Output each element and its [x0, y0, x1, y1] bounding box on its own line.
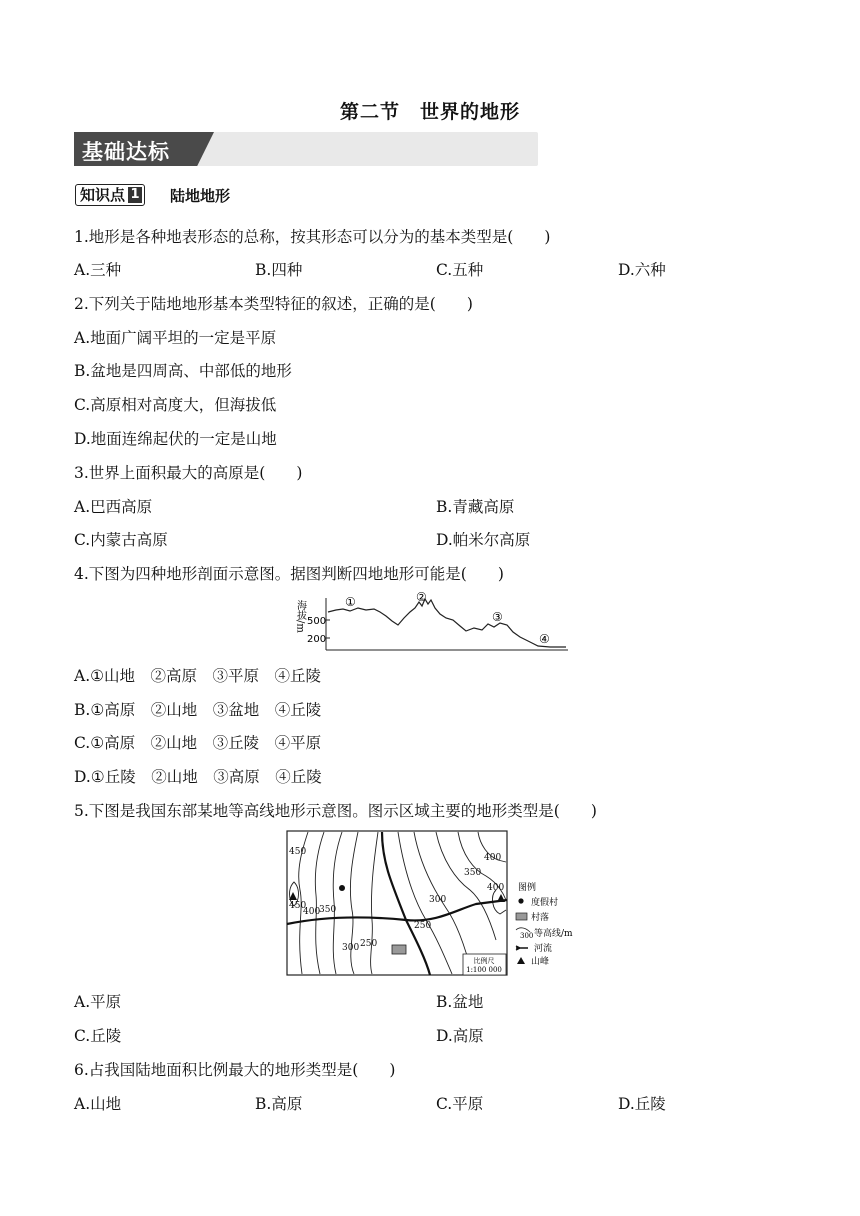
legend-item-river: 河流	[534, 944, 553, 954]
knowledge-point-title: 陆地地形	[170, 187, 231, 205]
page-title: 第二节 世界的地形	[339, 101, 520, 123]
contour-label: 300	[429, 895, 447, 905]
map-legend	[516, 881, 573, 967]
scale-box	[463, 954, 506, 975]
knowledge-point-number: 1	[128, 187, 142, 203]
question-4-option-d[interactable]: D.①丘陵 ②山地 ③高原 ④丘陵	[74, 768, 322, 786]
question-1-option-d[interactable]: D.六种	[618, 261, 666, 279]
terrain-profile-figure	[288, 590, 573, 656]
legend-resort-symbol	[518, 898, 523, 903]
contour-label: 400	[484, 853, 502, 863]
question-3-option-a[interactable]: A.巴西高原	[74, 498, 153, 516]
question-5-option-c[interactable]: C.丘陵	[74, 1027, 122, 1045]
legend-river-symbol	[516, 946, 528, 950]
question-5-option-d[interactable]: D.高原	[436, 1027, 484, 1045]
question-2-option-b[interactable]: B.盆地是四周高、中部低的地形	[74, 362, 292, 380]
question-1-option-b[interactable]: B.四种	[255, 261, 303, 279]
legend-item-contour: 等高线/m	[534, 929, 573, 939]
legend-title: 图例	[518, 883, 537, 893]
question-6-option-a[interactable]: A.山地	[74, 1095, 122, 1113]
contour-label: 250	[360, 939, 378, 949]
question-5-option-b[interactable]: B.盆地	[436, 993, 484, 1011]
contour-label: 350	[319, 905, 337, 915]
profile-tick-label-200: 200	[307, 634, 327, 645]
question-3-option-c[interactable]: C.内蒙古高原	[74, 531, 168, 549]
question-5-stem: 5.下图是我国东部某地等高线地形示意图。图示区域主要的地形类型是( )	[74, 802, 597, 820]
question-6-option-b[interactable]: B.高原	[255, 1095, 303, 1113]
contour-label: 350	[464, 868, 482, 878]
question-6-stem: 6.占我国陆地面积比例最大的地形类型是( )	[74, 1061, 396, 1079]
profile-y-axis-label: 海拔/m	[294, 600, 306, 633]
contour-label: 400	[303, 907, 321, 917]
contour-label: 450	[289, 847, 307, 857]
legend-item-resort: 度假村	[531, 898, 559, 908]
legend-peak-symbol	[517, 957, 525, 964]
question-2-option-d[interactable]: D.地面连绵起伏的一定是山地	[74, 430, 277, 448]
question-4-option-a[interactable]: A.①山地 ②高原 ③平原 ④丘陵	[74, 667, 322, 685]
question-6-option-c[interactable]: C.平原	[436, 1095, 484, 1113]
village-symbol	[392, 945, 406, 954]
contour-label: 300	[342, 943, 360, 953]
knowledge-point-badge	[75, 184, 145, 206]
question-6-option-d[interactable]: D.丘陵	[618, 1095, 666, 1113]
contour-label: 400	[487, 883, 505, 893]
question-2-option-c[interactable]: C.高原相对高度大，但海拔低	[74, 396, 277, 414]
contour-map-figure	[286, 830, 584, 978]
resort-symbol	[339, 885, 345, 891]
question-2-stem: 2.下列关于陆地地形基本类型特征的叙述，正确的是( )	[74, 295, 473, 313]
question-5-option-a[interactable]: A.平原	[74, 993, 122, 1011]
scale-label: 比例尺	[473, 957, 495, 965]
question-4-stem: 4.下图为四种地形剖面示意图。据图判断四地地形可能是( )	[74, 565, 504, 583]
profile-tick-label-500: 500	[307, 616, 327, 627]
profile-marker-4: ④	[539, 632, 550, 646]
question-3-option-d[interactable]: D.帕米尔高原	[436, 531, 531, 549]
scale-value: 1:100 000	[466, 966, 502, 974]
question-1-option-c[interactable]: C.五种	[436, 261, 484, 279]
section-banner-title: 基础达标	[82, 140, 170, 164]
legend-item-peak: 山峰	[531, 957, 550, 967]
question-2-option-a[interactable]: A.地面广阔平坦的一定是平原	[74, 329, 277, 347]
question-4-option-c[interactable]: C.①高原 ②山地 ③丘陵 ④平原	[74, 734, 322, 752]
profile-marker-3: ③	[492, 610, 503, 624]
question-1-option-a[interactable]: A.三种	[74, 261, 122, 279]
knowledge-point-label: 知识点	[80, 186, 126, 204]
profile-marker-1: ①	[345, 595, 356, 609]
question-4-option-b[interactable]: B.①高原 ②山地 ③盆地 ④丘陵	[74, 701, 322, 719]
question-3-option-b[interactable]: B.青藏高原	[436, 498, 515, 516]
contour-label: 250	[414, 921, 432, 931]
question-3-stem: 3.世界上面积最大的高原是( )	[74, 464, 303, 482]
legend-item-village: 村落	[531, 913, 550, 923]
legend-village-symbol	[516, 913, 527, 920]
profile-terrain-line	[328, 599, 566, 647]
profile-marker-2: ②	[416, 590, 427, 604]
contour-label: 450	[289, 901, 307, 911]
question-1-stem: 1.地形是各种地表形态的总称，按其形态可以分为的基本类型是( )	[74, 228, 551, 246]
legend-contour-sample: 300	[520, 932, 534, 940]
